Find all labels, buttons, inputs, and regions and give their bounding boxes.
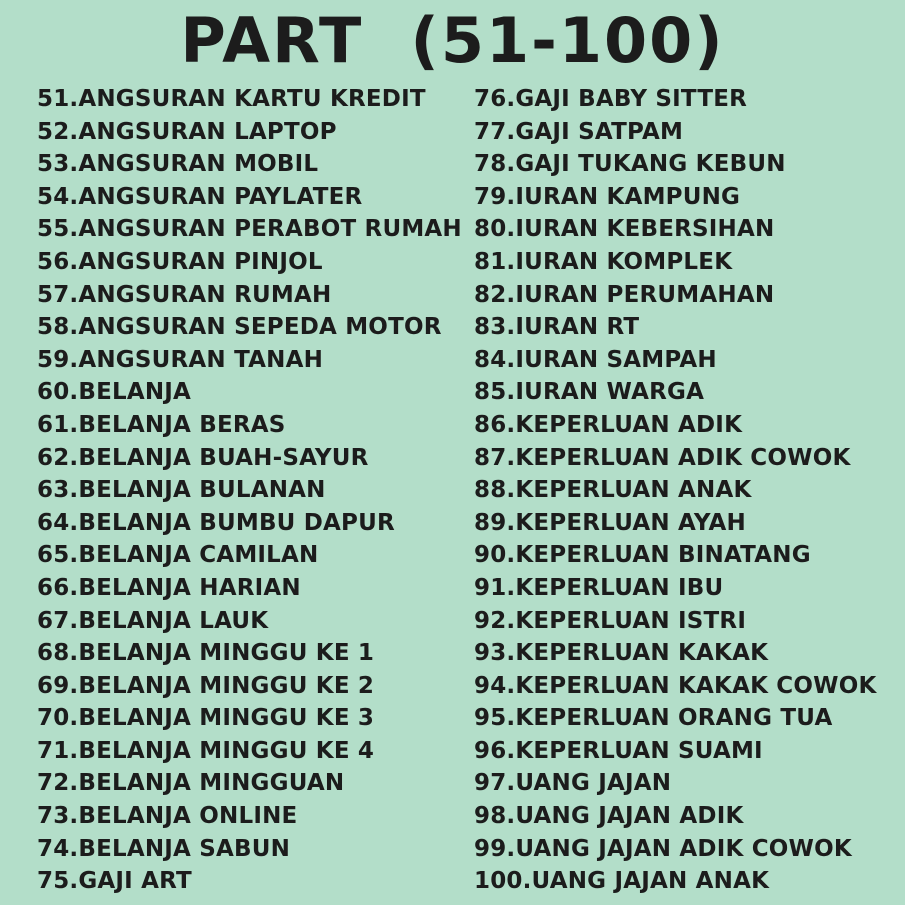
list-item: 72.BELANJA MINGGUAN [37,770,345,797]
list-item: 57.ANGSURAN RUMAH [37,281,332,308]
list-item: 98.UANG JAJAN ADIK [474,803,744,830]
list-item: 66.BELANJA HARIAN [37,574,301,601]
list-item: 84.IURAN SAMPAH [474,346,717,373]
list-item: 100.UANG JAJAN ANAK [474,868,770,895]
list-item: 55.ANGSURAN PERABOT RUMAH [37,216,462,243]
list-item: 75.GAJI ART [37,868,192,895]
list-item: 82.IURAN PERUMAHAN [474,281,775,308]
list-item: 99.UANG JAJAN ADIK COWOK [474,835,852,862]
list-item: 83.IURAN RT [474,314,640,341]
list-item: 94.KEPERLUAN KAKAK COWOK [474,672,877,699]
list-item: 74.BELANJA SABUN [37,835,291,862]
list-item: 97.UANG JAJAN [474,770,672,797]
list-item: 87.KEPERLUAN ADIK COWOK [474,444,851,471]
list-item: 69.BELANJA MINGGU KE 2 [37,672,375,699]
list-item: 86.KEPERLUAN ADIK [474,411,743,438]
list-item: 93.KEPERLUAN KAKAK [474,640,769,667]
list-item: 58.ANGSURAN SEPEDA MOTOR [37,314,442,341]
page-title: PART (51-100) [180,4,725,77]
list-item: 65.BELANJA CAMILAN [37,542,319,569]
list-item: 73.BELANJA ONLINE [37,803,298,830]
list-item: 62.BELANJA BUAH-SAYUR [37,444,369,471]
list-item: 85.IURAN WARGA [474,379,705,406]
list-item: 92.KEPERLUAN ISTRI [474,607,747,634]
list-item: 77.GAJI SATPAM [474,118,684,145]
list-item: 60.BELANJA [37,379,192,406]
list-item: 67.BELANJA LAUK [37,607,269,634]
list-item: 59.ANGSURAN TANAH [37,346,324,373]
list-column-left [37,83,462,898]
list-item: 91.KEPERLUAN IBU [474,574,724,601]
list-item: 54.ANGSURAN PAYLATER [37,183,363,210]
list-item: 76.GAJI BABY SITTER [474,86,748,112]
list-column-right [474,83,876,898]
list-item: 78.GAJI TUKANG KEBUN [474,151,786,178]
list-item: 70.BELANJA MINGGU KE 3 [37,705,375,732]
list-item: 88.KEPERLUAN ANAK [474,477,752,504]
list-item: 64.BELANJA BUMBU DAPUR [37,509,395,536]
list-item: 56.ANGSURAN PINJOL [37,248,323,275]
list-item: 53.ANGSURAN MOBIL [37,151,319,178]
list-item: 90.KEPERLUAN BINATANG [474,542,811,569]
list-item: 52.ANGSURAN LAPTOP [37,118,337,145]
list-item: 61.BELANJA BERAS [37,411,286,438]
list-item: 81.IURAN KOMPLEK [474,248,733,275]
list-item: 71.BELANJA MINGGU KE 4 [37,737,375,764]
list-item: 68.BELANJA MINGGU KE 1 [37,640,375,667]
list-item: 79.IURAN KAMPUNG [474,183,741,210]
list-item: 63.BELANJA BULANAN [37,477,326,504]
list-item: 96.KEPERLUAN SUAMI [474,737,763,764]
list-item: 95.KEPERLUAN ORANG TUA [474,705,833,732]
list-item: 80.IURAN KEBERSIHAN [474,216,775,243]
list-item: 51.ANGSURAN KARTU KREDIT [37,86,426,112]
list-item: 89.KEPERLUAN AYAH [474,509,746,536]
